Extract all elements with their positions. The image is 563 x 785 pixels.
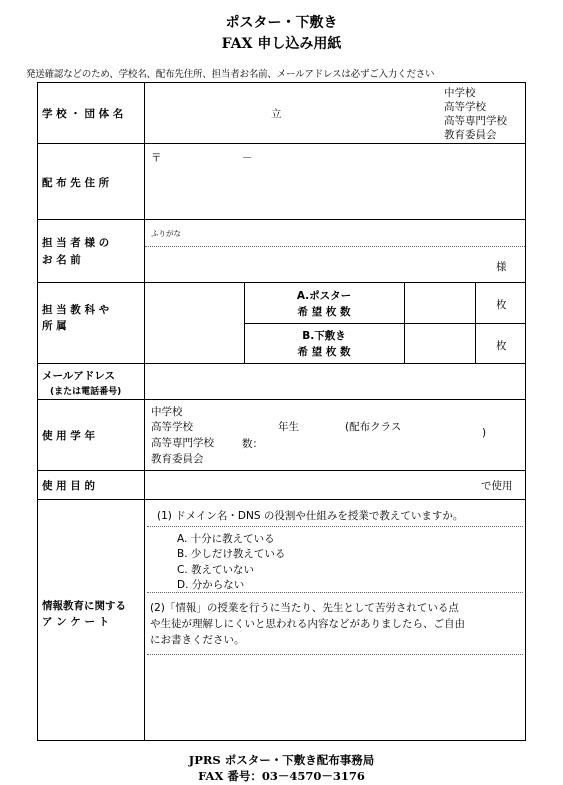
poster-quantity-field[interactable]: [405, 283, 474, 322]
furigana-label: ふりがな: [151, 229, 181, 238]
survey-question-1: (1) ドメイン名・DNS の役割や仕組みを授業で教えていますか。: [157, 510, 464, 522]
count-text: 数：: [242, 438, 263, 450]
postal-mark: 〒: [151, 152, 162, 164]
survey-option-d[interactable]: D. 分からない: [177, 579, 245, 591]
notice-text: 発送確認などのため、学校名、配布先住所、担当者お名前、メールアドレスは必ずご入力ください: [26, 69, 435, 80]
survey-label-line1: 情報教育に関する: [42, 600, 126, 612]
page-subtitle: FAX 申し込み用紙: [221, 36, 342, 52]
grade-type-board[interactable]: 教育委員会: [151, 453, 204, 465]
address-label: 配 布 先 住 所: [42, 177, 110, 189]
grade-type-high[interactable]: 高等学校: [151, 421, 193, 433]
furigana-field[interactable]: [145, 220, 525, 246]
class-open-text: (配布クラス: [345, 421, 402, 433]
shitajiki-quantity-field[interactable]: [405, 324, 474, 362]
contact-name-field[interactable]: [145, 247, 490, 281]
contact-label-line1: 担 当 者 様 の: [42, 237, 110, 249]
contact-label-line2: お 名 前: [42, 254, 81, 266]
purpose-label: 使 用 目 的: [42, 480, 95, 492]
poster-label-line1: A.ポスター: [296, 290, 352, 302]
survey-question-2-line2: や生徒が理解しにくいと思われる内容などがありましたら、ご自由: [150, 618, 465, 630]
sama-text: 様: [496, 261, 507, 273]
school-name-label: 学 校 ・ 団 体 名: [42, 108, 124, 120]
school-type-high[interactable]: 高等学校: [444, 101, 486, 113]
postal-dash: －: [242, 152, 253, 164]
shitajiki-unit: 枚: [496, 340, 507, 352]
nensei-text: 年生: [278, 421, 299, 433]
survey-label-line2: ア ン ケ ー ト: [42, 616, 110, 628]
shitajiki-label-line2: 希 望 枚 数: [297, 346, 351, 358]
grade-label: 使 用 学 年: [42, 430, 95, 442]
school-type-board[interactable]: 教育委員会: [444, 129, 497, 141]
survey-option-b[interactable]: B. 少しだけ教えている: [177, 548, 286, 560]
poster-label-line2: 希 望 枚 数: [297, 306, 351, 318]
subject-label-line2: 所 属: [42, 320, 67, 332]
email-label-line1: メールアドレス: [42, 370, 115, 382]
poster-unit: 枚: [496, 299, 507, 311]
grade-type-middle[interactable]: 中学校: [151, 406, 183, 418]
footer-office: JPRS ポスター・下敷き配布事務局: [188, 753, 375, 767]
subject-field[interactable]: [145, 283, 243, 362]
survey-option-c[interactable]: C. 教えていない: [177, 564, 255, 576]
survey-answer-field[interactable]: [145, 655, 525, 739]
survey-question-2-line1: (2)「情報」の授業を行うに当たり、先生として苦労されている点: [150, 602, 459, 614]
grade-type-technical[interactable]: 高等専門学校: [151, 437, 214, 449]
shitajiki-label-line1: B.下敷き: [302, 330, 346, 342]
ritsu-text: 立: [271, 108, 282, 120]
subject-label-line1: 担 当 教 科 や: [42, 304, 110, 316]
survey-option-a[interactable]: A. 十分に教えている: [177, 533, 275, 545]
survey-question-2-line3: にお書きください。: [150, 634, 245, 646]
purpose-suffix: で使用: [481, 480, 513, 492]
address-field[interactable]: [145, 144, 525, 218]
page-title: ポスター・下敷き: [225, 15, 338, 31]
purpose-field[interactable]: [145, 471, 475, 498]
school-type-middle[interactable]: 中学校: [444, 87, 476, 99]
footer-fax: FAX 番号：03－4570－3176: [198, 769, 365, 783]
email-label-line2: (または電話番号): [50, 387, 122, 397]
class-close-text: ): [482, 427, 487, 439]
school-type-technical[interactable]: 高等専門学校: [444, 115, 507, 127]
school-name-field[interactable]: [145, 83, 440, 142]
class-count-field[interactable]: [300, 434, 470, 454]
email-field[interactable]: [145, 364, 525, 398]
